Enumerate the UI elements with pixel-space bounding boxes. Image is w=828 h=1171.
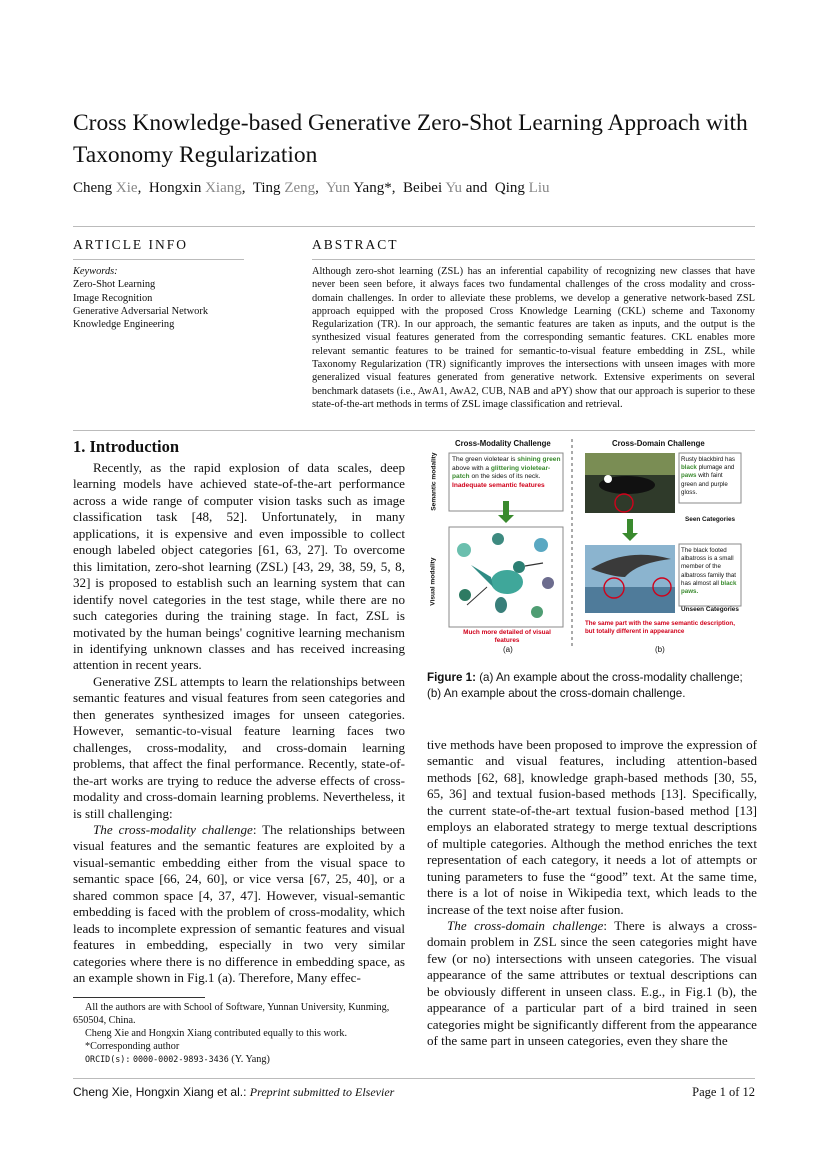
author-last: Zeng — [284, 180, 316, 196]
footnote-rule — [73, 997, 205, 998]
text-run: on the sides of its neck. — [471, 473, 541, 481]
paragraph-text: : The relationships between visual features and the semantic features are exploited by a visual-semantic embedding either from the visual space to semantic space [66, 24, 60], or vice versa [67, 25, 40], or a shared common space [4, 37, 47]. However, visual-semantic embedding is faced with the problem of cross-modality, which leads to incomplete expression of semantic features and visual features in embedding, especially in two very similar categories where there is no difference in embedding space, as an example shown in Fig.1 (a). Therefore, Many effec- — [73, 821, 405, 986]
author-last: Xie — [115, 180, 138, 196]
figure-1 — [427, 437, 757, 659]
paragraph: Generative ZSL attempts to learn the relationships between semantic features and visual features from seen categories and then generates synthesized images for unseen categories. However, semantic-to-visual feature learning faces two challenges, cross-modality, and cross-domain learning problems, that affect the final performance. Recently, state-of-the-art works are trying to reduce the adverse effects of cross-modality and cross-domain learning problems. Nevertheless, it is still challenging: — [73, 673, 405, 821]
caption-label: Figure 1: — [427, 671, 476, 684]
page-number: Page 1 of 12 — [692, 1085, 755, 1099]
author-last: Yu — [445, 180, 462, 196]
author-last: Yang* — [353, 180, 392, 196]
figure-caption — [427, 670, 757, 702]
detail-thumb — [492, 533, 504, 545]
panel-label-a: (a) — [503, 645, 513, 654]
keyword: Zero-Shot Learning — [73, 279, 156, 291]
footer-authors: Cheng Xie, Hongxin Xiang et al.: — [73, 1085, 247, 1099]
orcid-name: (Y. Yang) — [231, 1054, 270, 1065]
right-column — [427, 737, 757, 1050]
article-info-heading: ARTICLE INFO — [73, 237, 189, 252]
text-run: Rusty blackbird has — [681, 456, 735, 463]
footnote: *Corresponding author — [85, 1041, 180, 1052]
footnote: All the authors are with School of Software, Yunnan University, Kunming, 650504, China. — [73, 1002, 390, 1026]
author-first: Yun — [325, 180, 351, 196]
abstract-heading: ABSTRACT — [312, 237, 399, 252]
detail-thumb — [542, 577, 554, 589]
author-first: Cheng — [73, 180, 113, 196]
footnotes — [73, 1001, 405, 1066]
orcid-label: ORCID(s): — [85, 1054, 131, 1064]
text-highlight: shining green — [517, 456, 561, 463]
left-panel-title: Cross-Modality Challenge — [455, 439, 551, 448]
inadequate-label: Inadequate semantic features — [452, 481, 545, 489]
text-highlight: paws — [681, 472, 697, 480]
detail-thumb — [457, 543, 471, 557]
paragraph — [427, 918, 757, 1050]
paragraph-text: : There is always a cross-domain problem in ZSL since the seen categories might have few (or no) intersections with unseen categories. The visual appearance of the same attributes or textual descriptions can be obviously different in unseen class. E.g., in Fig.1 (b), the appearance of a particular part of a bird trained in seen categories might be significantly different from the appearance of the same part in unseen categories, even they share the — [427, 917, 757, 1049]
paragraph-emphasis: The cross-modality challenge — [93, 821, 253, 837]
seen-categories-label: Seen Categories — [685, 516, 736, 523]
detail-thumb — [534, 538, 548, 552]
paragraph — [73, 822, 405, 987]
abstract-rule — [312, 259, 755, 260]
detail-thumb — [459, 589, 471, 601]
semantic-text-b-top — [681, 456, 739, 497]
visual-caption-a: Much more detailed of visual features — [463, 629, 551, 644]
paragraph: tive methods have been proposed to improve the expression of semantic and visual features, including attention-based methods [62, 68], knowledge graph-based methods [30, 55, 65, 36] and textual fusion-based methods [13]. Specifically, the current state-of-the-art textual fusion-based method [13] employs an elaborated strategy to merge textual descriptions of multiple categories. Although the method enriches the text representation of each category, it needs a lot of attempts or tuning parameters to fuse the “good” text. At the same time, there is a lot of noise in Wikipedia text, which leads to the increase of the text noise after fusion. — [427, 737, 757, 917]
footnote: Cheng Xie and Hongxin Xiang contributed equally to this work. — [85, 1028, 347, 1039]
keywords-block — [73, 265, 208, 331]
right-panel-title: Cross-Domain Challenge — [612, 439, 705, 448]
abstract-text: Although zero-shot learning (ZSL) has an inferential capability of recognizing new classes that have never been seen before, it always faces two fundamental challenges of the cross modality and cross-domain challenges. In order to alleviate these problems, we develop a generative network-based ZSL approach equipped with the proposed Cross Knowledge Learning (CKL) scheme and Taxonomy Regularization (TR). In our approach, the semantic features are taken as inputs, and the output is the synthesized visual features generated from the corresponding semantic features. CKL enables more relevant semantic features to be trained for semantic-to-visual feature embedding in ZSL, while Taxonomy Regularization (TR) significantly improves the intersections with unseen images with more generalized visual features generated from generative network. Extensive experiments on several benchmark datasets (i.e., AwA1, AwA2, CUB, NAB and aPY) show that our approach is superior to these state-of-the-art methods in terms of ZSL image classification and retrieval. — [312, 266, 755, 410]
page-footer-left — [73, 1085, 394, 1100]
panel-label-b: (b) — [655, 645, 665, 654]
orcid-id[interactable]: 0000-0002-9893-3436 — [132, 1054, 229, 1064]
footer-rule — [73, 1078, 755, 1079]
semantic-text-b-bottom — [681, 547, 739, 596]
section-heading: 1. Introduction — [73, 437, 180, 456]
caption-text: (a) An example about the cross-modality challenge; (b) An example about the cross-domain challenge. — [427, 671, 743, 700]
text-highlight: glittering violetear-patch — [452, 464, 551, 481]
author-first: Hongxin — [148, 180, 202, 196]
left-column — [73, 460, 405, 987]
text-run: The green violetear is — [452, 456, 516, 463]
text-run: The black footed albatross is a small member of the albatross family that has almost all — [681, 547, 737, 587]
text-highlight: black paws. — [681, 579, 737, 596]
author-last: Xiang — [205, 180, 242, 196]
abstract-bottom-rule — [73, 430, 755, 431]
visual-caption-b: The same part with the same semantic description, but totally different in appearance — [585, 620, 735, 635]
text-run: above with a — [452, 464, 490, 472]
text-highlight: black — [681, 464, 697, 472]
text-run: with faint green and purple gloss. — [681, 472, 728, 496]
orcid-line — [73, 1053, 405, 1066]
semantic-text-a — [452, 456, 562, 490]
text-run: plumage and — [698, 464, 735, 472]
semantic-axis-label: Semantic modality — [430, 452, 438, 511]
keyword: Generative Adversarial Network — [73, 305, 209, 317]
author-first: Ting — [252, 180, 281, 196]
detail-thumb — [531, 606, 543, 618]
keyword: Image Recognition — [73, 292, 153, 304]
footer-preprint: Preprint submitted to Elsevier — [249, 1085, 395, 1099]
keyword: Knowledge Engineering — [73, 319, 175, 331]
visual-axis-label: Visual modality — [429, 557, 437, 606]
paragraph-emphasis: The cross-domain challenge — [447, 917, 604, 933]
header-rule — [73, 226, 755, 227]
author-last: Liu — [528, 180, 550, 196]
author-list: Cheng Xie, Hongxin Xiang, Ting Zeng, Yun Yang*, Beibei Yu and Qing Liu — [73, 180, 550, 196]
unseen-categories-label: Unseen Categories — [681, 606, 739, 613]
paper-title: Cross Knowledge-based Generative Zero-Shot Learning Approach with Taxonomy Regularization — [73, 110, 748, 168]
paragraph: Recently, as the rapid explosion of data scales, deep learning models have achieved state-of-the-art performance across a wide range of computer vision tasks such as image classification task [48, 52]. Unfortunately, in many applications, it is expensive and even impossible to collect enough labeled object categories [61, 63, 27]. To overcome this limitation, zero-shot learning (ZSL) [43, 29, 38, 59, 5, 8, 32] is proposed to establish such an learning system that can identify novel categories in the test stage, while there are no such categories during the training stage. In fact, ZSL is motivated by the human beings' cognitive learning mechanism in identifying unknown classes and has received increasing attention in recent years. — [73, 460, 405, 673]
keywords-label: Keywords: — [73, 266, 118, 277]
author-first: Qing — [494, 180, 525, 196]
info-rule — [73, 259, 244, 260]
author-first: Beibei — [402, 180, 443, 196]
